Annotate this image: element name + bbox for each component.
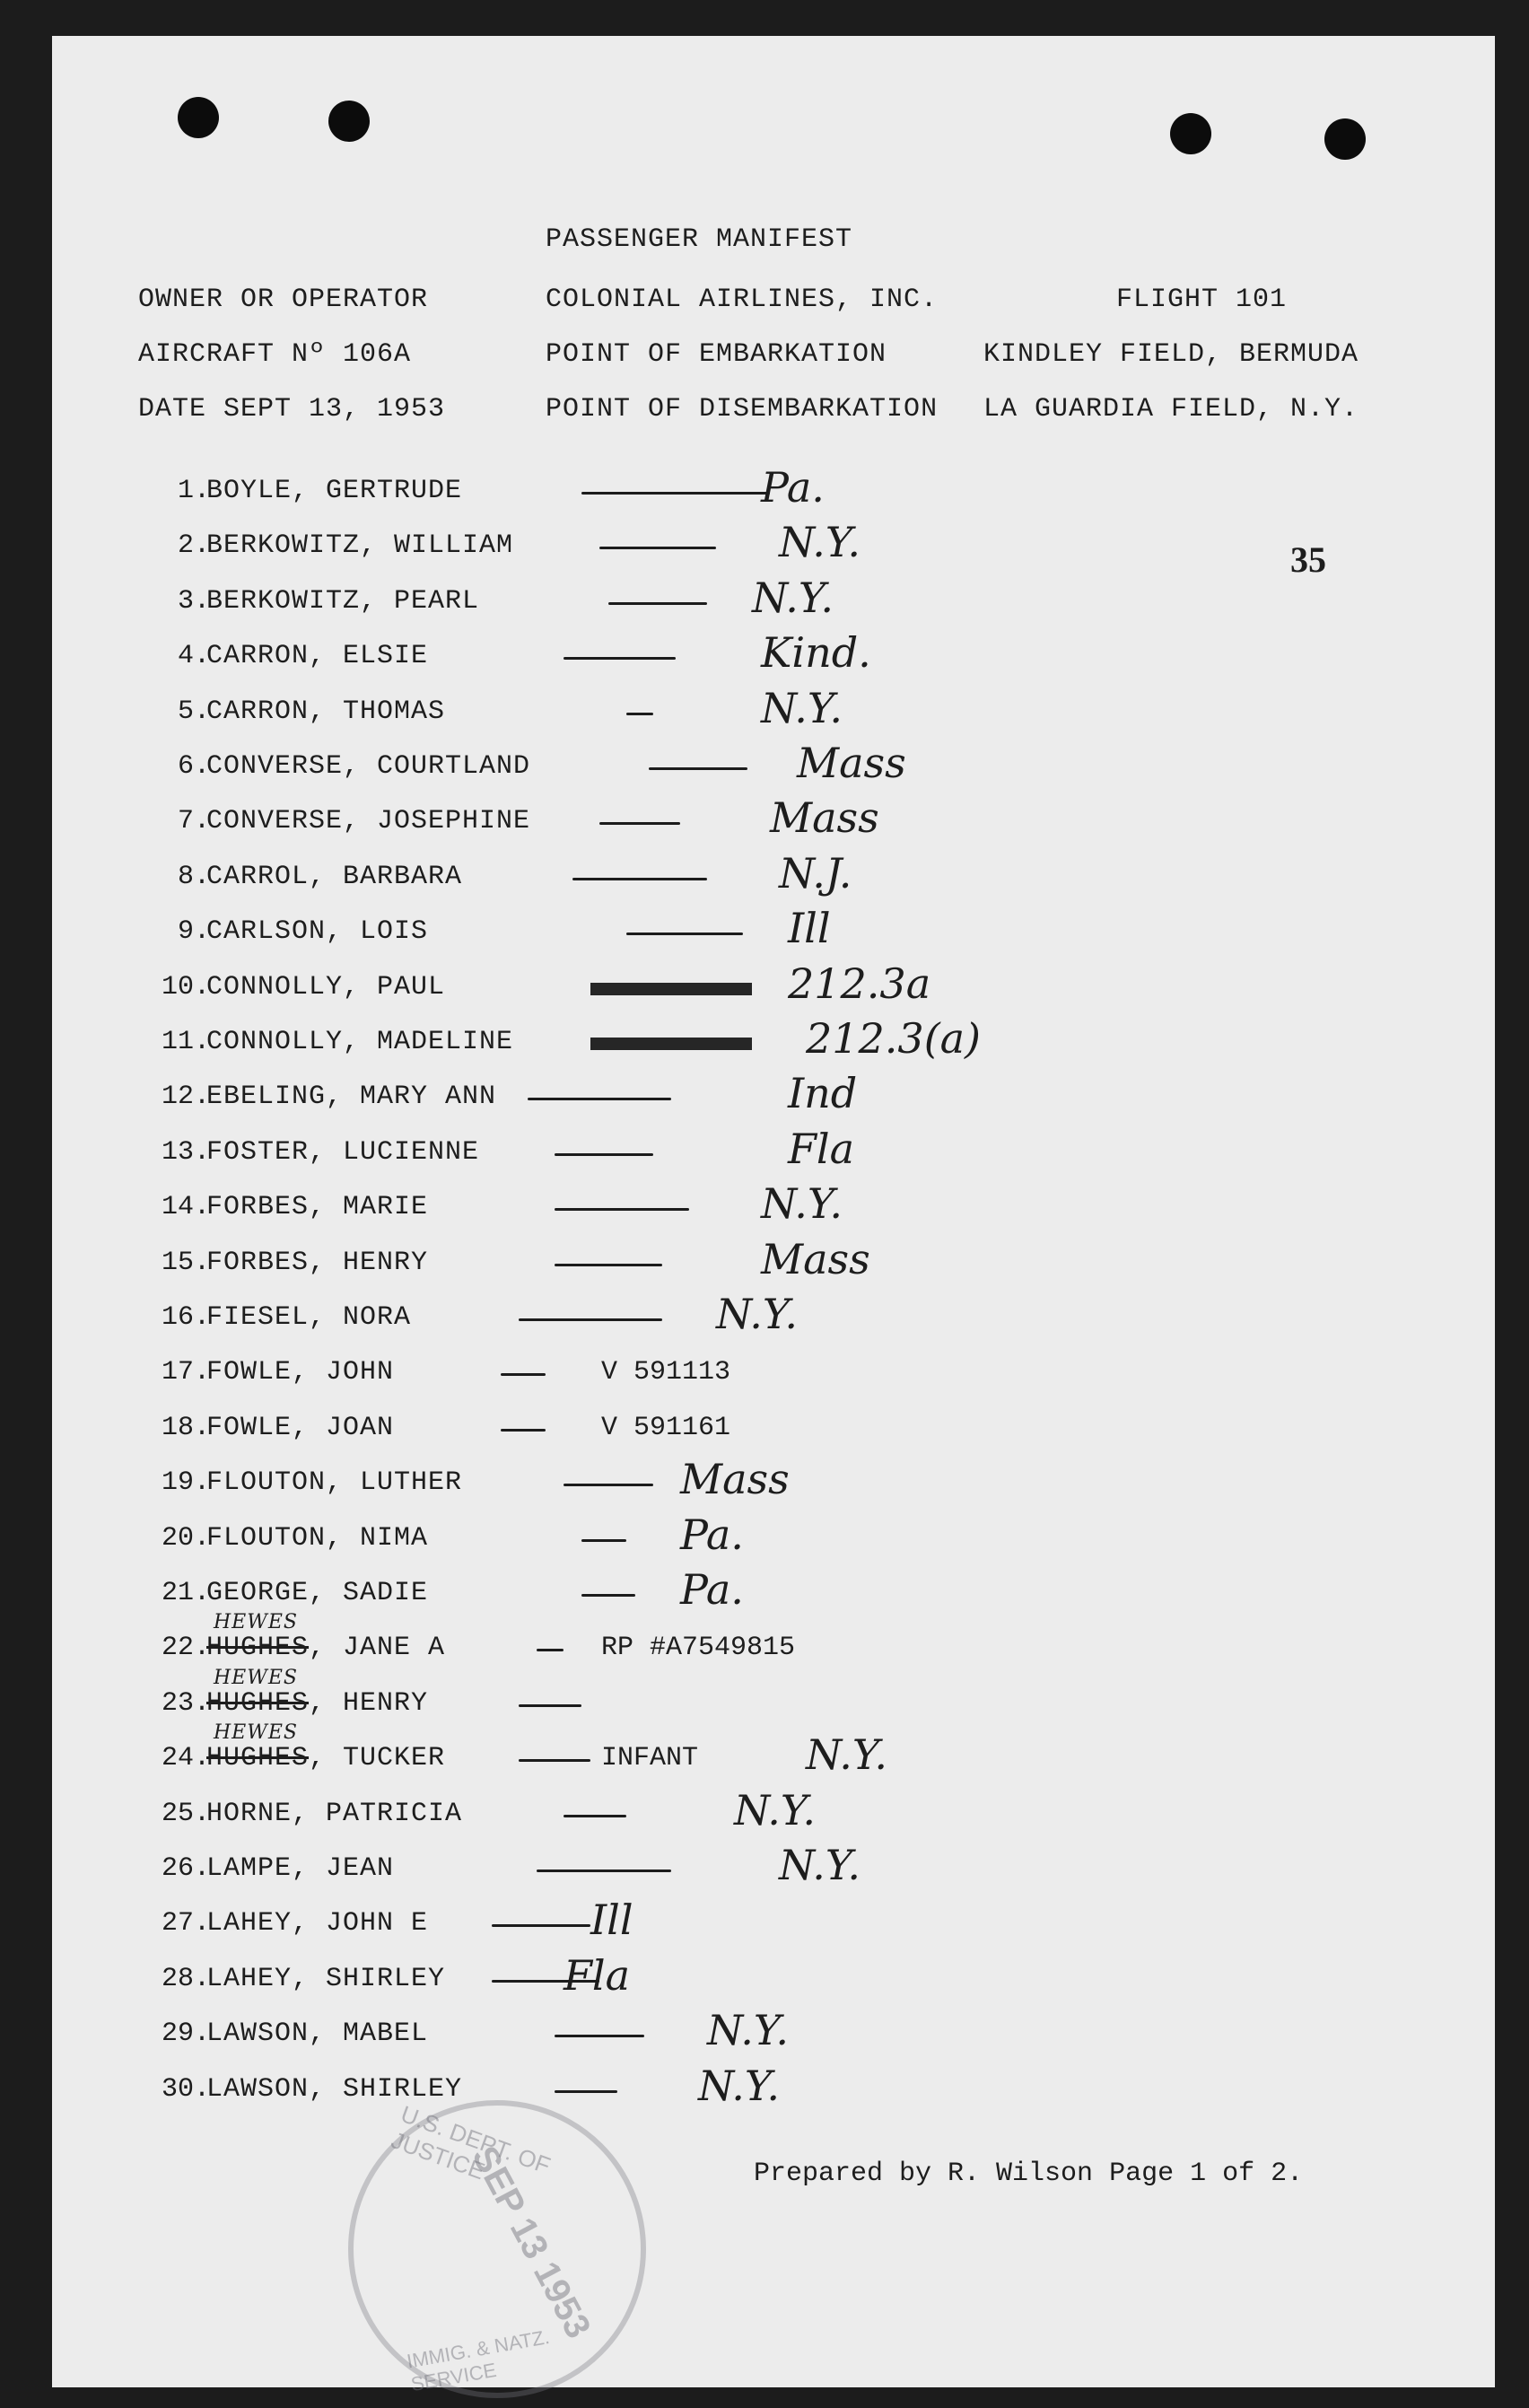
dash-mark <box>581 1594 635 1597</box>
document-number: V 591161 <box>601 1412 731 1443</box>
dash-mark <box>564 657 676 660</box>
name-rest: , HENRY <box>309 1687 429 1719</box>
handwritten-destination: N.Y. <box>734 1785 816 1834</box>
passenger-name: FORBES, HENRY <box>206 1247 429 1278</box>
dash-mark <box>599 822 680 825</box>
handwritten-destination: 212.3a <box>788 959 931 1008</box>
row-number: 7. <box>177 806 210 837</box>
table-row <box>52 793 1495 853</box>
dash-mark <box>626 713 653 715</box>
passenger-name: GEORGE, SADIE <box>206 1578 429 1608</box>
passenger-name: LAWSON, MABEL <box>206 2018 429 2050</box>
handwritten-destination: Mass <box>797 739 906 787</box>
handwritten-correction: HEWES <box>214 1666 298 1689</box>
row-number: 12. <box>161 1081 210 1113</box>
passenger-name: CONVERSE, JOSEPHINE <box>206 806 531 837</box>
name-prefix <box>206 1611 310 1664</box>
table-row <box>52 1179 1495 1239</box>
table-row <box>52 1014 1495 1073</box>
handwritten-destination: N.J. <box>779 848 852 898</box>
stamp-date: SEP 13 1953 <box>464 2140 598 2345</box>
passenger-name: BERKOWITZ, PEARL <box>206 585 480 617</box>
embark-label: POINT OF EMBARKATION <box>546 339 887 370</box>
table-row <box>52 1721 1495 1790</box>
punch-hole <box>1170 113 1211 154</box>
passenger-name: FIESEL, NORA <box>206 1302 412 1333</box>
prepared-by-footer: Prepared by R. Wilson Page 1 of 2. <box>754 2158 1304 2189</box>
handwritten-destination: Kind. <box>761 628 871 678</box>
passenger-name: CONNOLLY, PAUL <box>206 971 446 1003</box>
row-number: 22. <box>161 1633 210 1664</box>
passenger-name: CONVERSE, COURTLAND <box>206 751 531 782</box>
table-row <box>52 1785 1495 1845</box>
handwritten-destination: N.Y. <box>779 518 861 567</box>
passenger-name <box>206 1721 446 1774</box>
table-row <box>52 2061 1495 2121</box>
passenger-name <box>206 1611 446 1664</box>
dash-mark <box>555 1208 689 1211</box>
dash-mark <box>555 1153 653 1156</box>
dash-mark <box>572 878 707 880</box>
handwritten-destination: N.Y. <box>716 1290 798 1338</box>
table-row <box>52 904 1495 963</box>
passenger-name: BERKOWITZ, WILLIAM <box>206 530 514 562</box>
manifest-page <box>52 36 1495 2396</box>
struck-surname: HUGHES <box>206 1687 310 1719</box>
passenger-name: CARRON, THOMAS <box>206 696 446 727</box>
handwritten-destination: Fla <box>564 1950 631 2000</box>
passenger-name: HORNE, PATRICIA <box>206 1798 463 1829</box>
date-label: DATE SEPT 13, 1953 <box>138 394 446 425</box>
aircraft-label: AIRCRAFT Nº 106A <box>138 339 412 370</box>
handwritten-destination: Ill <box>590 1896 633 1945</box>
handwritten-destination: Mass <box>770 793 879 843</box>
dash-mark <box>626 933 743 935</box>
dash-mark <box>519 1759 590 1762</box>
handwritten-destination: N.Y. <box>779 1841 861 1889</box>
name-rest: , TUCKER <box>309 1743 446 1774</box>
table-row <box>52 848 1495 908</box>
redaction-mark <box>590 983 752 995</box>
table-row <box>52 1124 1495 1184</box>
dash-mark <box>599 547 716 549</box>
table-row <box>52 1290 1495 1349</box>
table-row <box>52 463 1495 522</box>
struck-surname: HUGHES <box>206 1743 310 1774</box>
passenger-name: FOWLE, JOAN <box>206 1412 395 1443</box>
disembark-label: POINT OF DISEMBARKATION <box>546 394 939 425</box>
row-number: 28. <box>161 1963 210 1994</box>
dash-mark <box>537 1649 564 1651</box>
dash-mark <box>649 767 747 770</box>
document-number: V 591113 <box>601 1357 731 1388</box>
table-row <box>52 739 1495 798</box>
passenger-name: EBELING, MARY ANN <box>206 1081 497 1113</box>
table-row <box>52 518 1495 577</box>
document-number: INFANT <box>601 1743 699 1774</box>
dash-mark <box>581 1539 626 1542</box>
row-number: 13. <box>161 1136 210 1168</box>
row-number: 3. <box>177 585 210 617</box>
name-prefix <box>206 1721 310 1774</box>
handwritten-destination: Pa. <box>680 1510 744 1559</box>
row-number: 30. <box>161 2073 210 2105</box>
dash-mark <box>492 1924 590 1927</box>
row-number: 17. <box>161 1357 210 1388</box>
row-number: 10. <box>161 971 210 1003</box>
passenger-name: CARROL, BARBARA <box>206 861 463 892</box>
dash-mark <box>537 1869 671 1872</box>
handwritten-destination: 212.3(a) <box>806 1014 982 1063</box>
row-number: 29. <box>161 2018 210 2050</box>
table-row <box>52 1234 1495 1294</box>
row-number: 9. <box>177 916 210 948</box>
table-row <box>52 1069 1495 1128</box>
handwritten-correction: HEWES <box>214 1721 298 1745</box>
flight-number: FLIGHT 101 <box>1116 285 1288 315</box>
table-row <box>52 959 1495 1019</box>
handwritten-destination: Mass <box>761 1234 870 1283</box>
passenger-name: CARRON, ELSIE <box>206 641 429 672</box>
dash-mark <box>555 2035 644 2037</box>
row-number: 2. <box>177 530 210 562</box>
passenger-name: FORBES, MARIE <box>206 1192 429 1223</box>
passenger-name: BOYLE, GERTRUDE <box>206 476 463 506</box>
table-row <box>52 683 1495 743</box>
name-rest: , JANE A <box>309 1633 446 1664</box>
dash-mark <box>501 1429 546 1432</box>
handwritten-destination: N.Y. <box>761 1179 843 1229</box>
dash-mark <box>564 1484 653 1486</box>
row-number: 11. <box>161 1027 210 1057</box>
embark-value: KINDLEY FIELD, BERMUDA <box>983 339 1359 370</box>
row-number: 21. <box>161 1578 210 1608</box>
handwritten-destination: N.Y. <box>761 683 843 732</box>
row-number: 1. <box>177 476 210 506</box>
handwritten-destination: Ill <box>788 904 831 953</box>
passenger-name: FOSTER, LUCIENNE <box>206 1136 480 1168</box>
stamp-line: U.S. DEPT. OF JUSTICE <box>388 2099 555 2185</box>
row-number: 19. <box>161 1467 210 1499</box>
handwritten-destination: N.Y. <box>707 2006 789 2055</box>
punch-hole <box>1324 118 1366 160</box>
row-number: 15. <box>161 1247 210 1278</box>
manifest-title: PASSENGER MANIFEST <box>546 224 853 255</box>
passenger-name: CONNOLLY, MADELINE <box>206 1027 514 1057</box>
name-prefix <box>206 1666 310 1719</box>
row-number: 6. <box>177 751 210 782</box>
row-number: 25. <box>161 1798 210 1829</box>
dash-mark <box>519 1704 581 1707</box>
owner-label: OWNER OR OPERATOR <box>138 285 429 315</box>
table-row <box>52 573 1495 633</box>
punch-hole <box>178 97 219 138</box>
table-row <box>52 1896 1495 1955</box>
table-row <box>52 2006 1495 2065</box>
handwritten-destination: Pa. <box>680 1565 744 1614</box>
handwritten-destination: N.Y. <box>806 1730 887 1780</box>
row-number: 4. <box>177 641 210 672</box>
row-number: 26. <box>161 1853 210 1884</box>
dash-mark <box>555 1264 662 1266</box>
disembark-value: LA GUARDIA FIELD, N.Y. <box>983 394 1359 425</box>
passenger-name <box>206 1666 429 1719</box>
handwritten-destination: Pa. <box>761 463 825 512</box>
dash-mark <box>528 1098 671 1100</box>
row-number: 20. <box>161 1522 210 1554</box>
table-row <box>52 1841 1495 1900</box>
row-number: 8. <box>177 861 210 892</box>
row-number: 23. <box>161 1687 210 1719</box>
table-row <box>52 1455 1495 1514</box>
document-number: RP #A7549815 <box>601 1633 796 1664</box>
passenger-name: FOWLE, JOHN <box>206 1357 395 1388</box>
passenger-name: FLOUTON, NIMA <box>206 1522 429 1554</box>
dash-mark <box>501 1373 546 1376</box>
dash-mark <box>519 1318 662 1321</box>
passenger-name: LAWSON, SHIRLEY <box>206 2073 463 2105</box>
punch-hole <box>328 101 370 142</box>
passenger-name: FLOUTON, LUTHER <box>206 1467 463 1499</box>
handwritten-destination: Fla <box>788 1124 855 1173</box>
row-number: 18. <box>161 1412 210 1443</box>
row-number: 5. <box>177 696 210 727</box>
stamp-line: IMMIG. & NATZ. SERVICE <box>405 2325 552 2396</box>
table-row <box>52 628 1495 687</box>
table-row <box>52 1405 1495 1459</box>
dash-mark <box>564 1815 626 1817</box>
struck-surname: HUGHES <box>206 1633 310 1664</box>
handwritten-correction: HEWES <box>214 1611 298 1634</box>
handwritten-destination: N.Y. <box>752 573 834 622</box>
table-row <box>52 1350 1495 1404</box>
passenger-name: LAMPE, JEAN <box>206 1853 395 1884</box>
dash-mark <box>608 602 707 605</box>
row-number: 16. <box>161 1302 210 1333</box>
table-row <box>52 1510 1495 1570</box>
handwritten-destination: Ind <box>788 1069 858 1118</box>
page-number: 35 <box>1290 539 1326 580</box>
owner-value: COLONIAL AIRLINES, INC. <box>546 285 939 315</box>
immigration-stamp <box>348 2100 646 2398</box>
redaction-mark <box>590 1038 752 1050</box>
passenger-name: CARLSON, LOIS <box>206 916 429 948</box>
handwritten-destination: Mass <box>680 1455 790 1504</box>
table-row <box>52 1950 1495 2010</box>
passenger-name: LAHEY, SHIRLEY <box>206 1963 446 1994</box>
row-number: 27. <box>161 1908 210 1940</box>
row-number: 14. <box>161 1192 210 1223</box>
dash-mark <box>555 2090 617 2093</box>
row-number: 24. <box>161 1743 210 1774</box>
passenger-name: LAHEY, JOHN E <box>206 1908 429 1940</box>
dash-mark <box>581 492 770 495</box>
handwritten-destination: N.Y. <box>698 2061 780 2110</box>
